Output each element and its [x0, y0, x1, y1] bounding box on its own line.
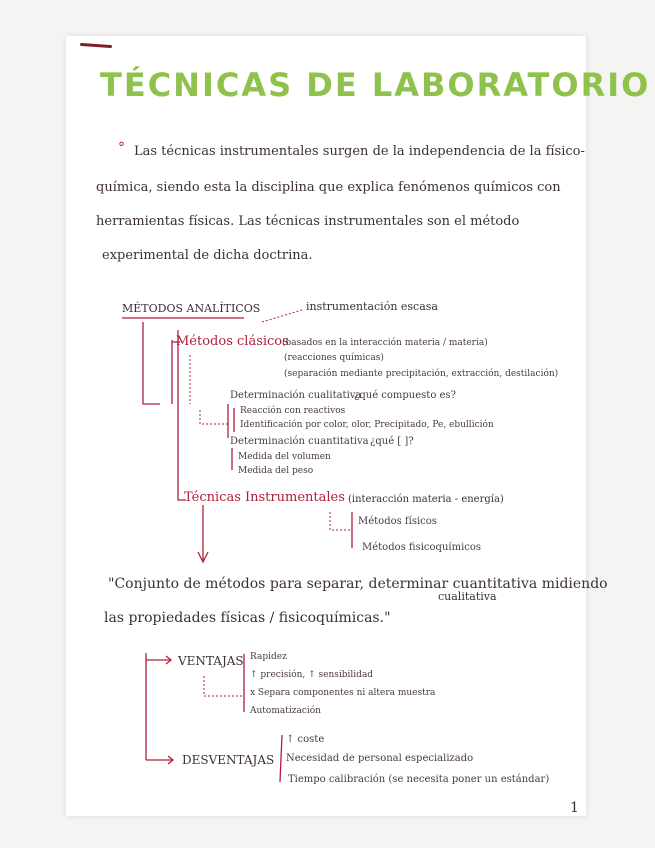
ventajas-item-2: ↑ precisión, ↑ sensibilidad	[250, 670, 374, 680]
intro-line-1: Las técnicas instrumentales surgen de la independencia de la físico-	[134, 144, 585, 159]
intro-line-3: herramientas físicas. Las técnicas instrumentales son el método	[96, 214, 520, 229]
cuantitativa-item-2: Medida del peso	[238, 466, 314, 476]
instr-escasa-label: instrumentación escasa	[306, 300, 438, 313]
ventajas-item-1: Rapidez	[250, 652, 287, 662]
root-label: MÉTODOS ANALÍTICOS	[122, 302, 261, 315]
page-title: TÉCNICAS DE LABORATORIO	[100, 66, 651, 104]
intro-line-2: química, siendo esta la disciplina que explica fenómenos químicos con	[96, 180, 561, 195]
clasicos-note-3: (separación mediante precipitación, extracción, destilación)	[284, 369, 559, 379]
desventajas-label: DESVENTAJAS	[182, 753, 275, 767]
ventajas-item-3: x Separa componentes ni altera muestra	[250, 688, 436, 698]
clasicos-label: Métodos clásicos	[176, 334, 289, 349]
instrumentales-item-2: Métodos fisicoquímicos	[362, 542, 482, 553]
definition-line-1: "Conjunto de métodos para separar, determinar cuantitativa midiendo	[108, 576, 608, 592]
cualitativa-question: ¿qué compuesto es?	[354, 390, 456, 401]
intro-line-4: experimental de dicha doctrina.	[102, 248, 313, 263]
instrumentales-item-1: Métodos físicos	[358, 516, 437, 527]
definition-above: cualitativa	[438, 590, 497, 603]
ventajas-item-4: Automatización	[250, 706, 321, 716]
desventajas-item-3: Tiempo calibración (se necesita poner un estándar)	[288, 774, 550, 785]
bullet-mark: °	[118, 140, 125, 156]
clasicos-note-2: (reacciones químicas)	[284, 353, 384, 363]
page-number: 1	[570, 800, 579, 816]
cuantitativa-item-1: Medida del volumen	[238, 452, 331, 462]
ventajas-label: VENTAJAS	[178, 654, 244, 668]
desventajas-item-2: Necesidad de personal especializado	[286, 753, 474, 764]
cualitativa-item-1: Reacción con reactivos	[240, 406, 346, 416]
cualitativa-label: Determinación cualitativa	[230, 390, 362, 401]
cuantitativa-question: ¿qué [ ]?	[370, 436, 414, 447]
desventajas-item-1: ↑ coste	[286, 734, 325, 745]
cuantitativa-label: Determinación cuantitativa	[230, 436, 369, 447]
clasicos-note-1: (basados en la interacción materia / materia)	[282, 338, 488, 348]
instrumentales-label: Técnicas Instrumentales	[184, 490, 345, 505]
cualitativa-item-2: Identificación por color, olor, Precipitado, Pe, ebullición	[240, 420, 494, 430]
definition-line-2: las propiedades físicas / fisicoquímicas."	[104, 610, 391, 626]
instrumentales-note: (interacción materia - energía)	[348, 494, 504, 505]
